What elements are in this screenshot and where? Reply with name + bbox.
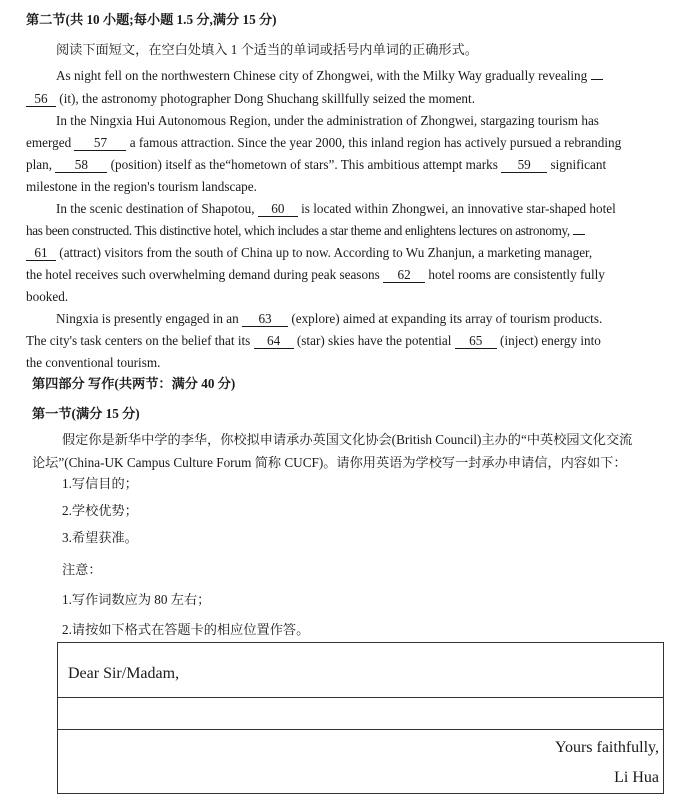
answer-blank bbox=[591, 79, 603, 80]
passage-text: The city's task centers on the belief that its bbox=[26, 333, 251, 348]
passage-line: the conventional tourism. bbox=[26, 355, 161, 370]
answer-blank-62: 62 bbox=[383, 268, 425, 283]
passage-text: (position) itself as the“hometown of stars”. This ambitious attempt marks bbox=[110, 157, 498, 172]
task-text: 假定你是新华中学的李华，你校拟申请承办英国文化协会(British Council)主办的“中英校园文化交流 bbox=[62, 432, 633, 447]
section-heading: 第二节(共 10 小题;每小题 1.5 分,满分 15 分) bbox=[26, 12, 277, 27]
letter-closing: Yours faithfully, bbox=[554, 739, 659, 756]
passage-text: (star) skies have the potential bbox=[296, 333, 452, 348]
passage-text: (explore) aimed at expanding its array of tourism products. bbox=[291, 311, 603, 326]
passage-line bbox=[56, 68, 603, 84]
instruction-text: 阅读下面短文，在空白处填入 1 个适当的单词或括号内单词的正确形式。 bbox=[56, 42, 478, 57]
passage-line: In the Ningxia Hui Autonomous Region, under the administration of Zhongwei, stargazing tourism has bbox=[56, 113, 599, 128]
writing-line bbox=[58, 729, 663, 730]
passage-line bbox=[56, 201, 616, 217]
passage-text: significant bbox=[550, 157, 607, 172]
answer-blank-61: 61 bbox=[26, 246, 56, 261]
passage-line bbox=[26, 245, 592, 261]
passage-text: As night fell on the northwestern Chinese city of Zhongwei, with the Milky Way gradually revealing bbox=[56, 68, 588, 83]
passage-line bbox=[26, 267, 605, 283]
passage-text: emerged bbox=[26, 135, 72, 150]
section-heading: 第一节(满分 15 分) bbox=[32, 406, 140, 421]
writing-line bbox=[58, 697, 663, 698]
passage-line: booked. bbox=[26, 289, 69, 304]
list-item: 2.学校优势； bbox=[62, 503, 138, 518]
passage-text: (inject) energy into bbox=[500, 333, 601, 348]
note-item: 1.写作词数应为 80 左右； bbox=[62, 592, 211, 607]
answer-blank-63: 63 bbox=[242, 312, 288, 327]
task-text: 论坛”(China-UK Campus Culture Forum 简称 CUCF)。请你用英语为学校写一封承办申请信，内容如下： bbox=[32, 455, 627, 470]
list-item: 3.希望获准。 bbox=[62, 530, 138, 545]
passage-text: hotel rooms are consistently fully bbox=[428, 267, 605, 282]
answer-blank-60: 60 bbox=[258, 202, 298, 217]
answer-blank-58: 58 bbox=[55, 158, 107, 173]
answer-blank-59: 59 bbox=[501, 158, 547, 173]
letter-signature: Li Hua bbox=[614, 769, 659, 786]
passage-line bbox=[26, 223, 585, 239]
passage-line bbox=[26, 157, 606, 173]
passage-text: plan, bbox=[26, 157, 53, 172]
passage-line bbox=[26, 333, 601, 349]
passage-line bbox=[26, 91, 475, 107]
note-item: 2.请按如下格式在答题卡的相应位置作答。 bbox=[62, 622, 310, 637]
answer-blank bbox=[573, 234, 585, 235]
letter-answer-box bbox=[57, 642, 664, 794]
passage-line bbox=[26, 135, 621, 151]
passage-text: the hotel receives such overwhelming demand during peak seasons bbox=[26, 267, 380, 282]
answer-blank-65: 65 bbox=[455, 334, 497, 349]
passage-line bbox=[56, 311, 602, 327]
passage-text: Ningxia is presently engaged in an bbox=[56, 311, 239, 326]
passage-text: In the scenic destination of Shapotou, bbox=[56, 201, 255, 216]
passage-text: is located within Zhongwei, an innovative star-shaped hotel bbox=[301, 201, 616, 216]
note-label: 注意： bbox=[62, 562, 102, 577]
answer-blank-56: 56 bbox=[26, 92, 56, 107]
answer-blank-64: 64 bbox=[254, 334, 294, 349]
passage-text: (it), the astronomy photographer Dong Shuchang skillfully seized the moment. bbox=[59, 91, 475, 106]
passage-text: (attract) visitors from the south of China up to now. According to Wu Zhanjun, a marketing manager, bbox=[59, 245, 593, 260]
answer-blank-57: 57 bbox=[74, 136, 126, 151]
passage-text: a famous attraction. Since the year 2000, this inland region has actively pursued a rebranding bbox=[129, 135, 622, 150]
letter-salutation: Dear Sir/Madam, bbox=[68, 665, 180, 682]
list-item: 1.写信目的； bbox=[62, 476, 138, 491]
passage-line: milestone in the region's tourism landscape. bbox=[26, 179, 257, 194]
passage-text: has been constructed. This distinctive hotel, which includes a star theme and enlightens lectures on astronomy, bbox=[26, 223, 570, 238]
part-heading: 第四部分 写作(共两节：满分 40 分) bbox=[32, 376, 236, 391]
